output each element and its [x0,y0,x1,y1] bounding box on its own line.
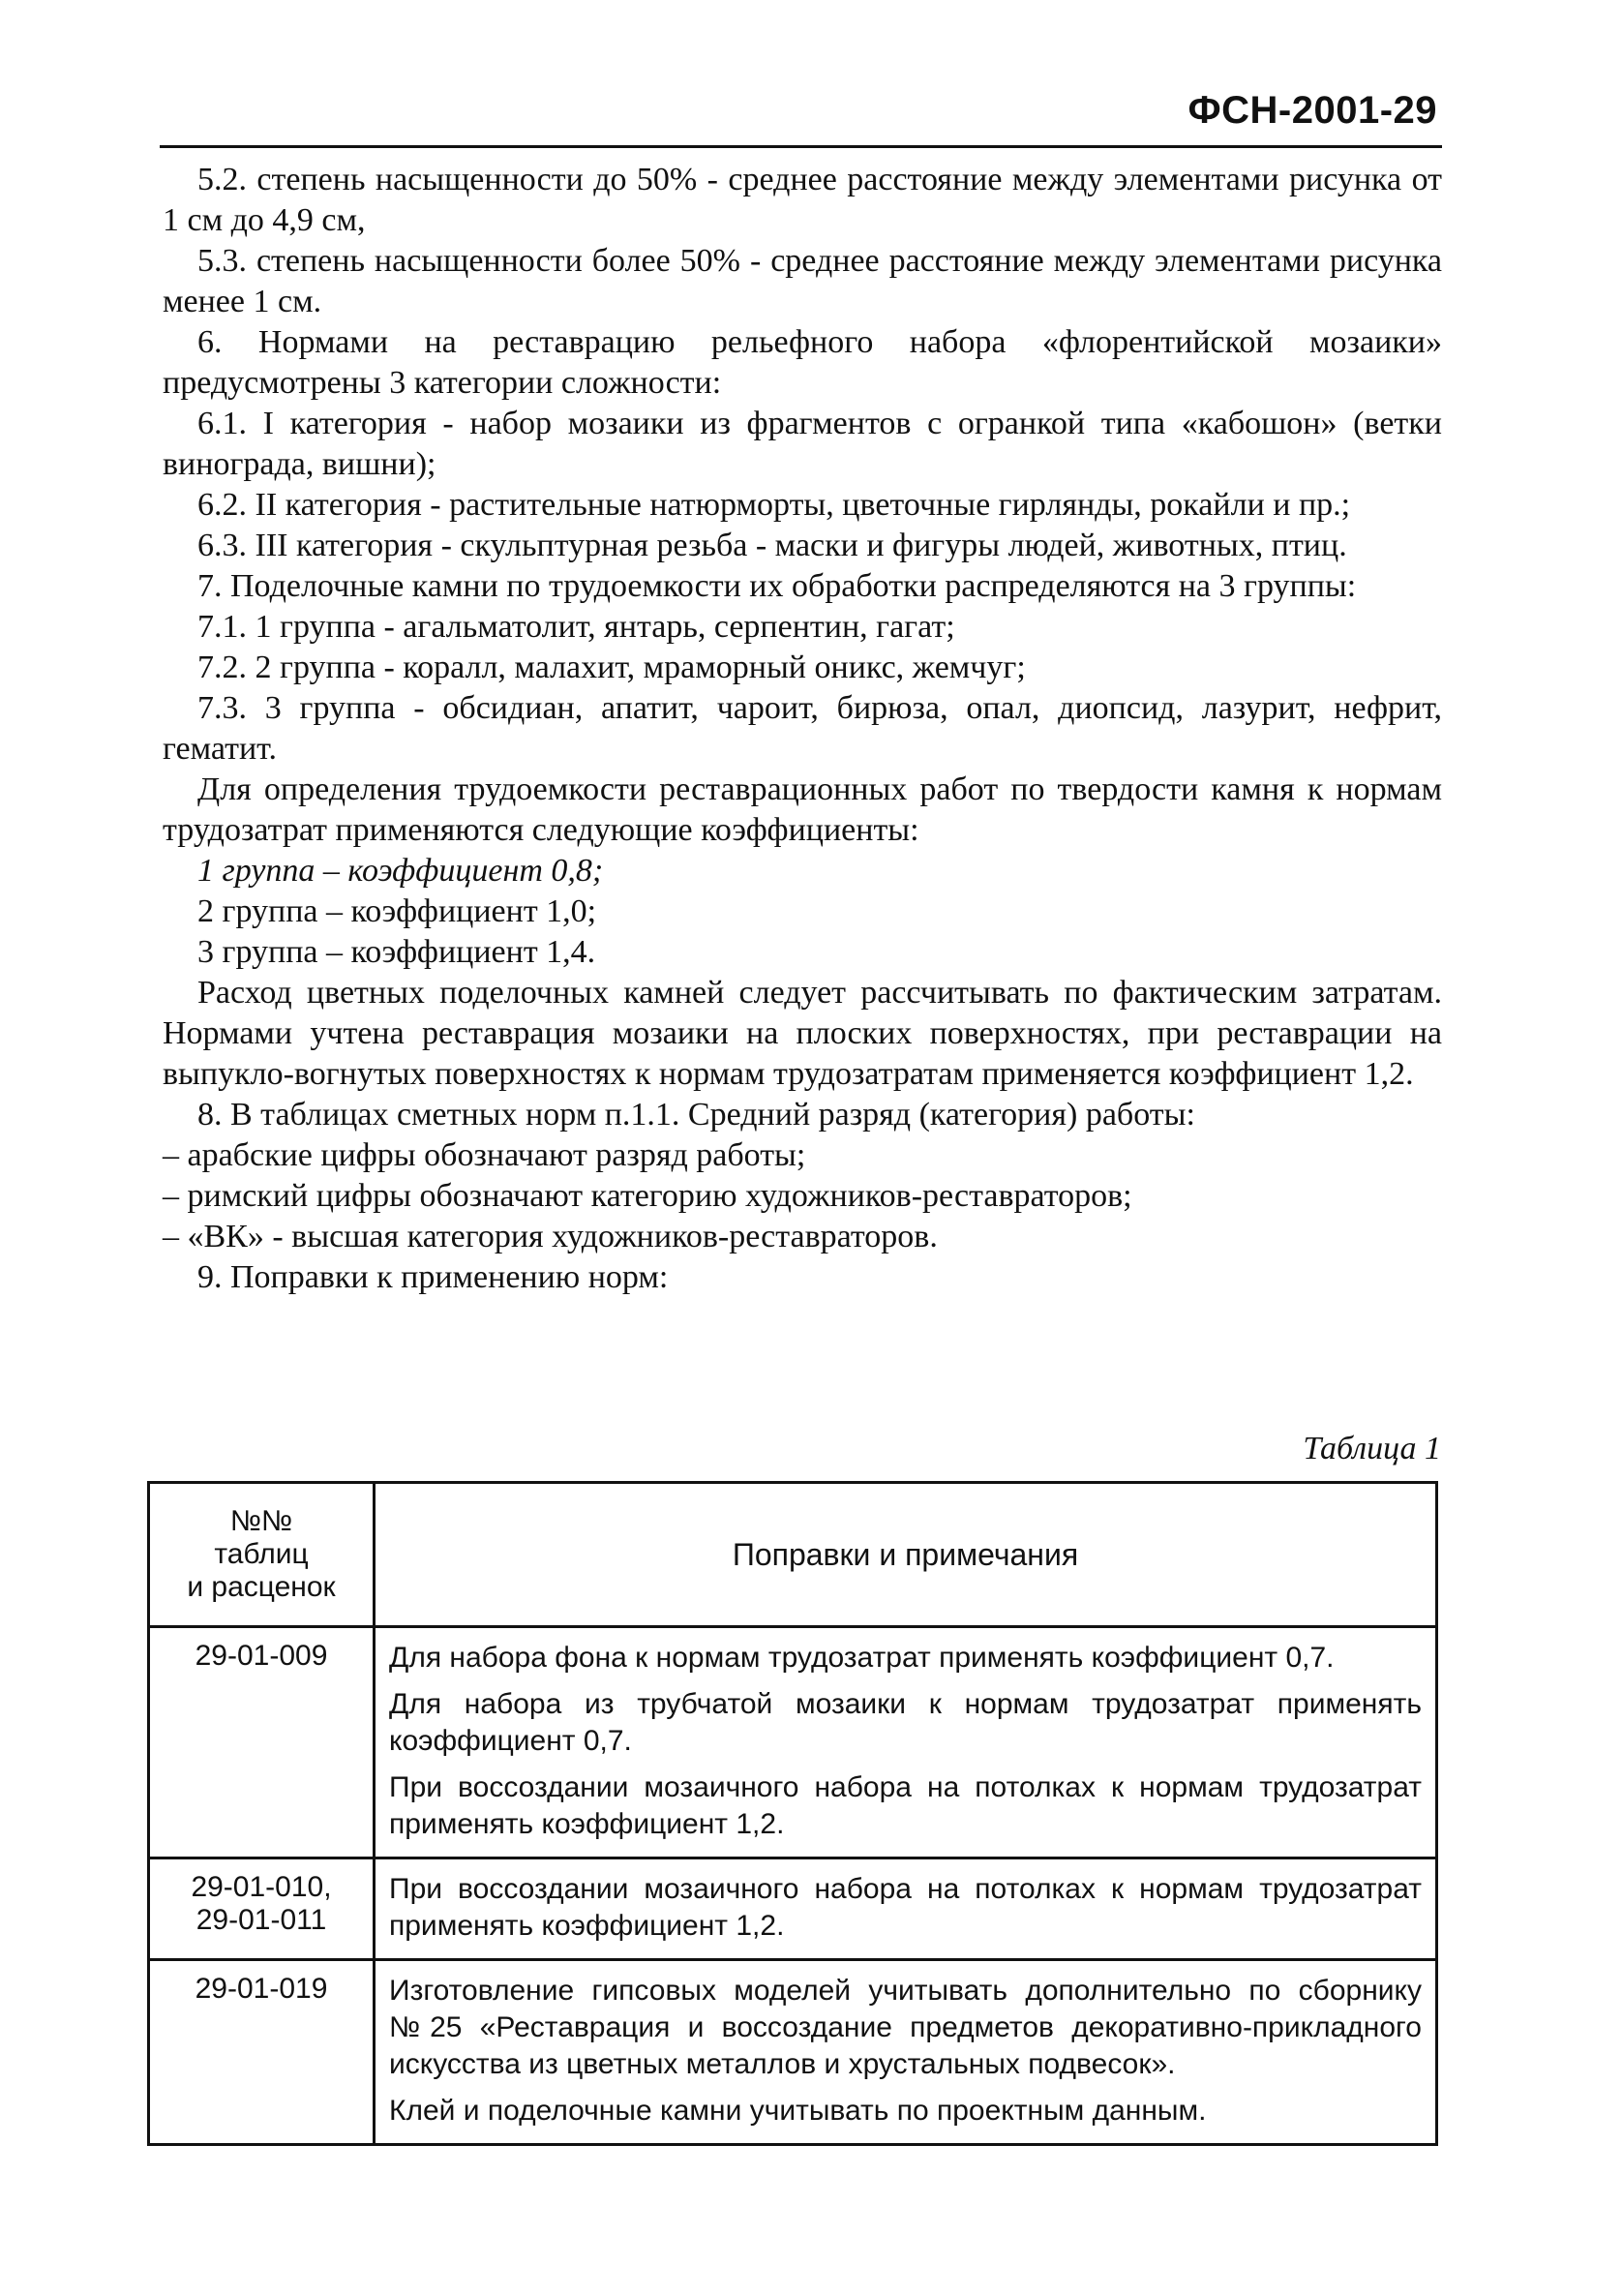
table-number: 29-01-019 [195,1973,328,2005]
paragraph-9: 9. Поправки к применению норм: [197,1259,669,1295]
table-number-cell [149,1960,375,2145]
table-notes-cell [375,1627,1437,1858]
paragraph-8: 8. В таблицах сметных норм п.1.1. Средний разряд (категория) работы: [197,1097,1195,1133]
paragraph-6-1: 6.1. I категория - набор мозаики из фрагментов с огранкой типа «кабошон» (ветки винограда, вишни); [163,406,1442,482]
paragraph-7-3: 7.3. 3 группа - обсидиан, апатит, чароит, бирюза, опал, диопсид, лазурит, нефрит, гематит. [163,690,1442,767]
paragraph-6-3: 6.3. III категория - скульптурная резьба - маски и фигуры людей, животных, птиц. [197,528,1347,563]
table-notes-cell [375,1960,1437,2145]
table-number-cell [149,1627,375,1858]
table-note: Клей и поделочные камни учитывать по проектным данным. [389,2095,1207,2127]
table-row [149,1627,1437,1858]
header-divider [160,145,1442,148]
header-corrections: Поправки и примечания [375,1483,1437,1627]
paragraph-6-2: 6.2. II категория - растительные натюрморты, цветочные гирлянды, рокайли и пр.; [197,487,1351,523]
body-text [163,160,1442,1298]
table-number: 29-01-009 [195,1640,328,1672]
table-row [149,1960,1437,2145]
table-note: При воссоздании мозаичного набора на потолках к нормам трудозатрат применять коэффициент 1,2. [389,1771,1422,1840]
coefficient-group-2: 2 группа – коэффициент 1,0; [197,893,597,929]
list-item-vk: – «ВК» - высшая категория художников-реставраторов. [163,1219,938,1254]
paragraph-7: 7. Поделочные камни по трудоемкости их обработки распределяются на 3 группы: [197,568,1357,604]
header-rates-line: и расценок [187,1571,336,1603]
corrections-table [147,1481,1438,2146]
table-header-row [149,1483,1437,1627]
coefficient-group-3: 3 группа – коэффициент 1,4. [197,934,596,970]
list-item-arabic: – арабские цифры обозначают разряд работы; [163,1137,806,1173]
list-item-roman: – римский цифры обозначают категорию художников-реставраторов; [163,1178,1132,1214]
table-note: При воссоздании мозаичного набора на потолках к нормам трудозатрат применять коэффициент 1,2. [389,1873,1422,1942]
paragraph-7-1: 7.1. 1 группа - агальматолит, янтарь, серпентин, гагат; [197,609,955,645]
header-tables-line: таблиц [214,1538,309,1570]
table-caption: Таблица 1 [1303,1431,1441,1466]
paragraph-6: 6. Нормами на реставрацию рельефного набора «флорентийской мозаики» предусмотрены 3 категории сложности: [163,324,1442,401]
table-note: Для набора фона к нормам трудозатрат применять коэффициент 0,7. [389,1642,1335,1674]
table-number-cell [149,1858,375,1960]
paragraph-5-3: 5.3. степень насыщенности более 50% - среднее расстояние между элементами рисунка менее 1 см. [163,243,1442,319]
table-row [149,1858,1437,1960]
table-note: Для набора из трубчатой мозаики к нормам трудозатрат применять коэффициент 0,7. [389,1688,1422,1757]
paragraph-coefficients-intro: Для определения трудоемкости реставрационных работ по твердости камня к нормам трудозатрат применяются следующие коэффициенты: [163,771,1442,848]
table-notes-cell [375,1858,1437,1960]
header-table-numbers [149,1483,375,1627]
table-number: 29-01-010, [191,1871,332,1903]
document-code: ФСН-2001-29 [1187,89,1437,132]
paragraph-7-2: 7.2. 2 группа - коралл, малахит, мраморный оникс, жемчуг; [197,650,1026,685]
paragraph-stone-consumption: Расход цветных поделочных камней следует рассчитывать по фактическим затратам. Нормами учтена реставрация мозаики на плоских поверхностях, при реставрации на выпукло-вогнутых поверхностях к нормам трудозатратам применяется коэффициент 1,2. [163,975,1442,1092]
coefficient-group-1: 1 группа – коэффициент 0,8; [197,853,604,889]
header-numbers-line: №№ [229,1505,293,1537]
paragraph-5-2: 5.2. степень насыщенности до 50% - среднее расстояние между элементами рисунка от 1 см до 4,9 см, [163,162,1442,238]
table-number: 29-01-011 [195,1904,327,1936]
table-note: Изготовление гипсовых моделей учитывать дополнительно по сборнику №25 «Реставрация и воссоздание предметов декоративно-прикладного искусства из цветных металлов и хрустальных подвесок». [389,1975,1422,2080]
